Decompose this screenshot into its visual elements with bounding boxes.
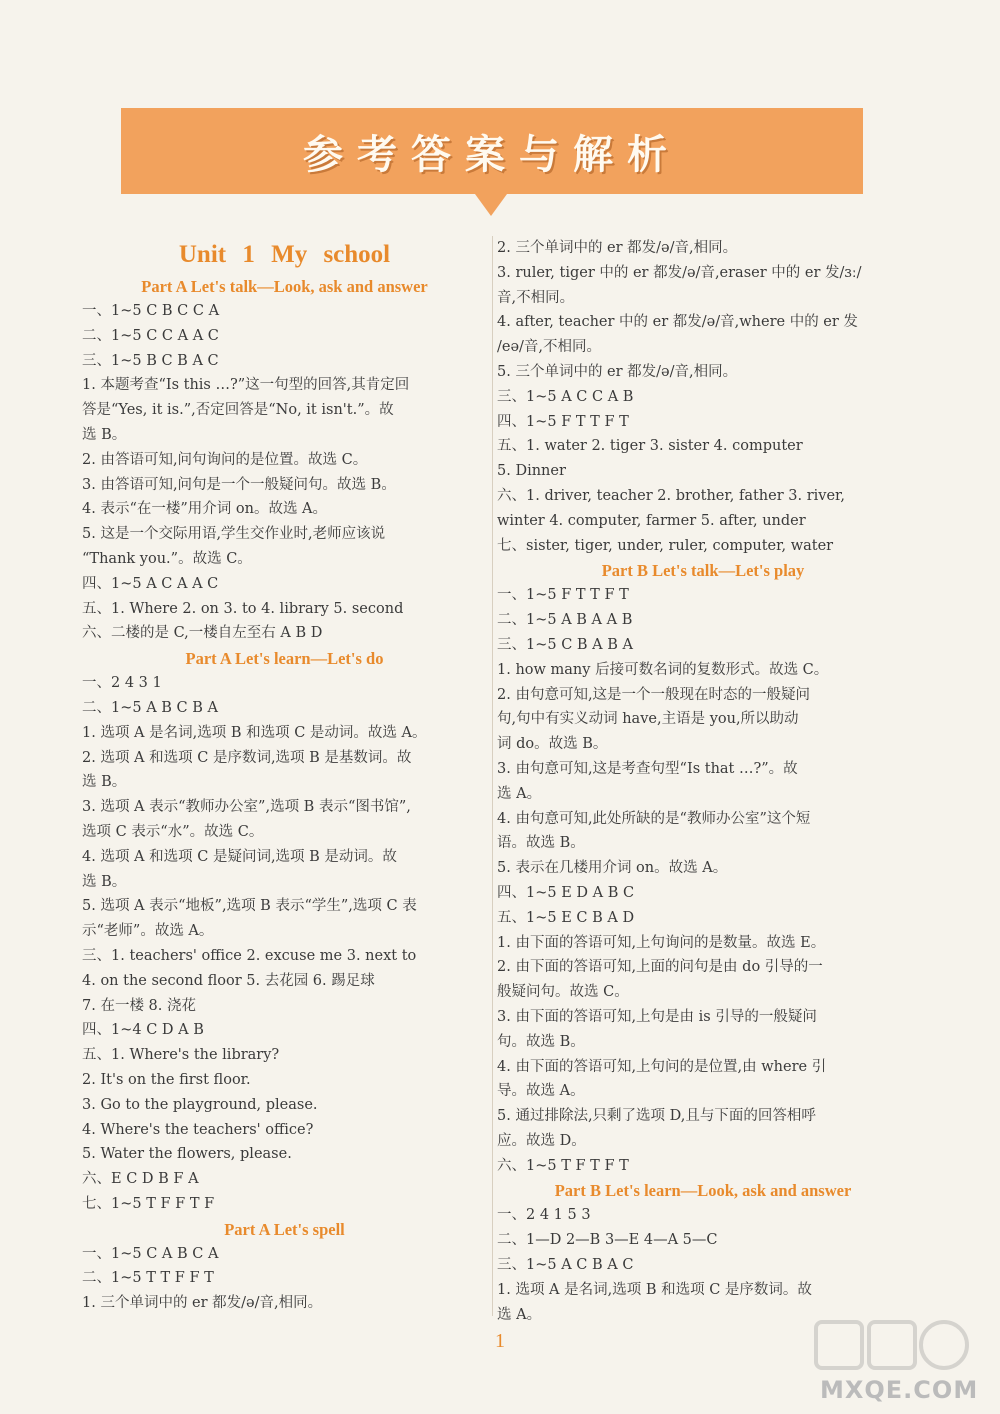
answer-line: 四、1~5 E D A B C xyxy=(497,884,635,901)
answer-line: 二、1~5 A B C B A xyxy=(82,699,218,716)
answer-line: 1. 选项 A 是名词,选项 B 和选项 C 是动词。故选 A。 xyxy=(82,724,427,741)
unit-title: Unit 1 My school xyxy=(178,241,391,268)
answer-line: 3. 由下面的答语可知,上句是由 is 引导的一般疑问 xyxy=(497,1008,817,1025)
answer-line: 4. on the second floor 5. 去花园 6. 踢足球 xyxy=(82,972,375,989)
answer-line: 四、1~5 A C A A C xyxy=(82,575,219,592)
answer-line: 六、1. driver, teacher 2. brother, father 3. river, xyxy=(497,487,845,504)
answer-line: 5. 通过排除法,只剩了选项 D,且与下面的回答相呼 xyxy=(497,1108,816,1125)
answer-line: 三、1. teachers' office 2. excuse me 3. next to xyxy=(82,947,417,964)
answer-line: 5. Water the flowers, please. xyxy=(82,1146,292,1163)
answer-line: 应。故选 D。 xyxy=(497,1132,586,1149)
answer-line: 三、1~5 A C B A C xyxy=(497,1257,634,1274)
answer-line: 3. Go to the playground, please. xyxy=(82,1096,318,1113)
answer-line: 五、1. Where 2. on 3. to 4. library 5. second xyxy=(82,600,404,617)
title-banner xyxy=(121,108,863,194)
answer-line: 5. Dinner xyxy=(497,463,566,480)
answer-line: 2. 由答语可知,问句询问的是位置。故选 C。 xyxy=(82,451,368,468)
answer-line: 二、1~5 C C A A C xyxy=(82,327,219,344)
answer-line: /eə/音,不相同。 xyxy=(497,339,602,356)
answer-line: 选 B。 xyxy=(82,426,127,443)
answer-line: 5. 三个单词中的 er 都发/ə/音,相同。 xyxy=(497,363,738,380)
answer-line: 5. 这是一个交际用语,学生交作业时,老师应该说 xyxy=(82,526,386,543)
answer-line: 答是“Yes, it is.”,否定回答是“No, it isn't.”。故 xyxy=(82,402,394,419)
answer-line: 4. after, teacher 中的 er 都发/ə/音,where 中的 er 发 xyxy=(497,314,858,331)
answer-line: 三、1~5 C B A B A xyxy=(497,636,633,653)
answer-line: 选 B。 xyxy=(82,873,127,890)
answer-line: 3. 由答语可知,问句是一个一般疑问句。故选 B。 xyxy=(82,476,396,493)
answer-line: 七、sister, tiger, under, ruler, computer, water xyxy=(497,537,834,554)
page-number: 1 xyxy=(495,1330,505,1352)
answer-line: 一、1~5 F T T F T xyxy=(497,587,629,604)
answer-line: 4. Where's the teachers' office? xyxy=(82,1121,314,1138)
section-heading: Part B Let's talk—Let's play xyxy=(601,561,805,581)
answer-line: 示“老师”。故选 A。 xyxy=(82,923,214,940)
answer-line: 1. 由下面的答语可知,上句询问的是数量。故选 E。 xyxy=(497,934,826,951)
answer-line: 音,不相同。 xyxy=(497,289,575,306)
answer-line: 导。故选 A。 xyxy=(497,1083,585,1100)
answer-line: 三、1~5 A C C A B xyxy=(497,388,634,405)
answer-line: 六、E C D B F A xyxy=(82,1171,199,1188)
watermark-url: MXQE.COM xyxy=(820,1376,979,1404)
answer-line: 语。故选 B。 xyxy=(497,835,585,852)
answer-line: 六、1~5 T F T F T xyxy=(497,1157,629,1174)
answer-line: 四、1~4 C D A B xyxy=(82,1022,204,1039)
answer-line: 5. 选项 A 表示“地板”,选项 B 表示“学生”,选项 C 表 xyxy=(82,898,417,915)
answer-line: 3. 由句意可知,这是考查句型“Is that …?”。故 xyxy=(497,760,798,777)
answer-line: 二、1—D 2—B 3—E 4—A 5—C xyxy=(497,1232,718,1249)
watermark-logo xyxy=(814,1318,970,1372)
answer-line: 一、1~5 C A B C A xyxy=(82,1245,219,1262)
answer-line: 选 A。 xyxy=(497,1306,542,1323)
answer-line: 五、1~5 E C B A D xyxy=(497,909,635,926)
section-heading: Part A Let's talk—Look, ask and answer xyxy=(141,277,428,296)
answer-line: 词 do。故选 B。 xyxy=(497,736,608,753)
right-column xyxy=(497,236,909,1327)
answer-line: 1. 本题考查“Is this …?”这一句型的回答,其肯定回 xyxy=(82,377,410,394)
answer-line: 1. 三个单词中的 er 都发/ə/音,相同。 xyxy=(82,1295,323,1312)
answer-line: 句,句中有实义动词 have,主语是 you,所以助动 xyxy=(497,711,799,728)
answer-line: 五、1. Where's the library? xyxy=(82,1047,280,1064)
answer-line: 一、2 4 3 1 xyxy=(82,675,162,692)
answer-line: 一、1~5 C B C C A xyxy=(82,303,220,319)
answer-line: 五、1. water 2. tiger 3. sister 4. computer xyxy=(497,438,803,455)
answer-line: 选 A。 xyxy=(497,785,542,802)
answer-line: 2. 选项 A 和选项 C 是序数词,选项 B 是基数词。故 xyxy=(82,749,412,766)
page-title: 参考答案与解析 xyxy=(303,131,681,178)
answer-line: 1. 选项 A 是名词,选项 B 和选项 C 是序数词。故 xyxy=(497,1281,812,1298)
answer-line: 一、2 4 1 5 3 xyxy=(497,1207,591,1224)
answer-line: 3. ruler, tiger 中的 er 都发/ə/音,eraser 中的 er 发/ɜː/ xyxy=(497,264,862,281)
banner-pointer xyxy=(475,194,507,216)
answer-line: 二、1~5 T T F F T xyxy=(82,1270,214,1287)
answer-line: 句。故选 B。 xyxy=(497,1033,585,1050)
answer-line: 选 B。 xyxy=(82,774,127,791)
answer-line: 2. 由句意可知,这是一个一般现在时态的一般疑问 xyxy=(497,686,811,703)
answer-line: winter 4. computer, farmer 5. after, under xyxy=(497,512,806,529)
answer-line: 2. 由下面的答语可知,上面的问句是由 do 引导的一 xyxy=(497,959,823,976)
section-heading: Part B Let's learn—Look, ask and answer xyxy=(554,1181,852,1201)
answer-line: 2. It's on the first floor. xyxy=(82,1071,251,1088)
answer-line: 7. 在一楼 8. 浇花 xyxy=(82,997,196,1014)
answer-line: “Thank you.”。故选 C。 xyxy=(82,550,252,567)
left-column xyxy=(82,236,487,1316)
answer-line: 5. 表示在几楼用介词 on。故选 A。 xyxy=(497,860,728,877)
answer-line: 3. 选项 A 表示“教师办公室”,选项 B 表示“图书馆”, xyxy=(82,799,411,816)
answer-line: 选项 C 表示“水”。故选 C。 xyxy=(82,823,264,840)
answer-line: 4. 选项 A 和选项 C 是疑问词,选项 B 是动词。故 xyxy=(82,848,397,865)
answer-line: 二、1~5 A B A A B xyxy=(497,612,633,629)
section-heading: Part A Let's spell xyxy=(224,1219,345,1239)
section-heading: Part A Let's learn—Let's do xyxy=(185,649,384,669)
answer-line: 4. 表示“在一楼”用介词 on。故选 A。 xyxy=(82,501,328,518)
answer-line: 六、二楼的是 C,一楼自左至右 A B D xyxy=(82,625,323,642)
answer-line: 2. 三个单词中的 er 都发/ə/音,相同。 xyxy=(497,240,738,256)
answer-line: 1. how many 后接可数名词的复数形式。故选 C。 xyxy=(497,661,829,678)
answer-line: 4. 由下面的答语可知,上句问的是位置,由 where 引 xyxy=(497,1058,827,1075)
answer-line: 七、1~5 T F F T F xyxy=(82,1195,215,1212)
answer-line: 般疑问句。故选 C。 xyxy=(497,984,629,1001)
answer-line: 4. 由句意可知,此处所缺的是“教师办公室”这个短 xyxy=(497,810,811,827)
column-divider xyxy=(492,236,493,1316)
answer-line: 三、1~5 B C B A C xyxy=(82,352,219,369)
answer-line: 四、1~5 F T T F T xyxy=(497,413,629,430)
